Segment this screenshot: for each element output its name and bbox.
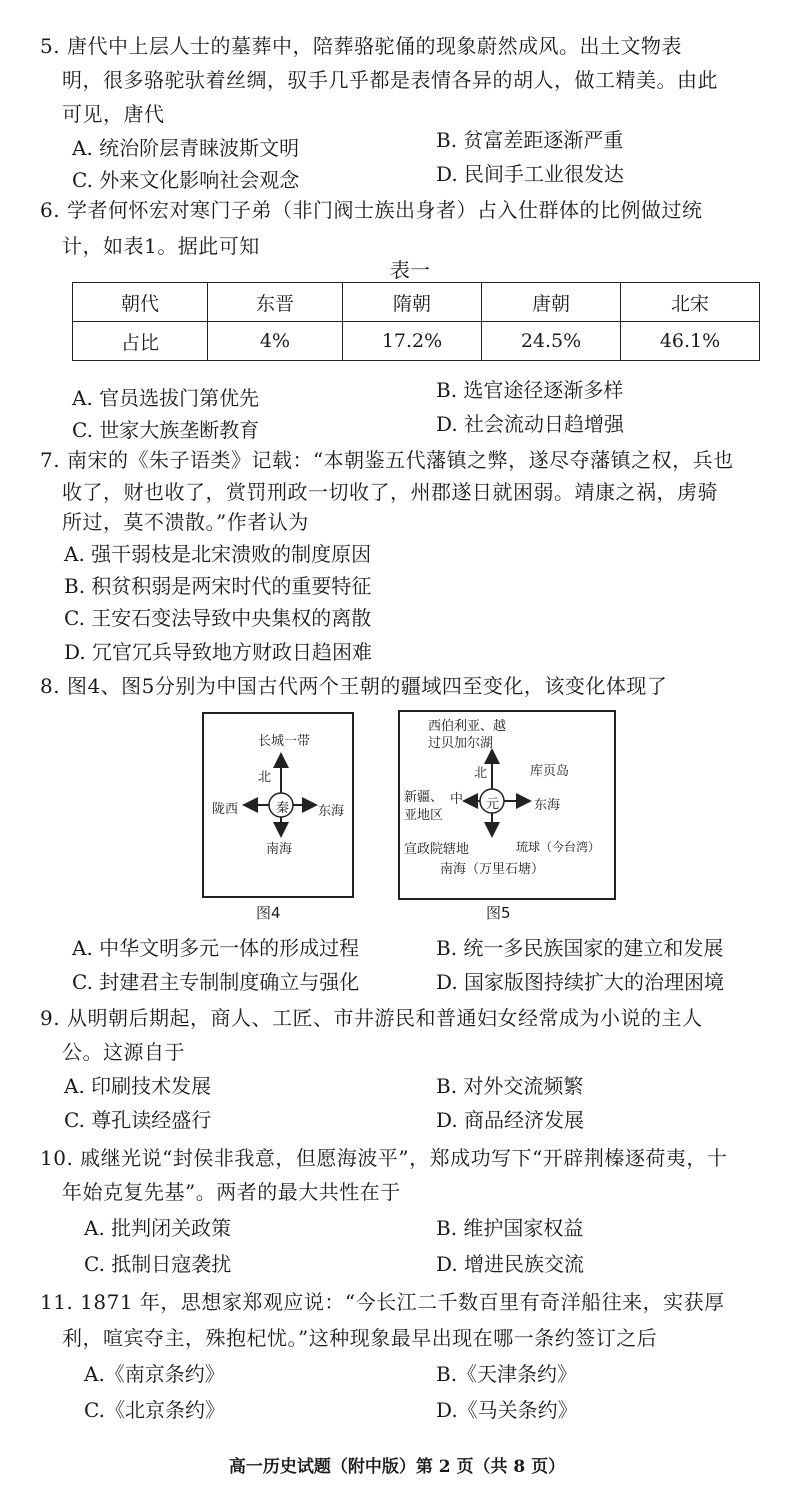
q10-stem-line-1: 10. 戚继光说“封侯非我意，但愿海波平”，郑成功写下“开辟荆榛逐荷夷，十 [40,1146,728,1170]
q7-option-b: B. 积贫积弱是两宋时代的重要特征 [64,574,372,598]
table-row-header: 占比 [73,322,208,361]
fig4-north-dir: 北 [258,770,272,785]
fig5-center-label: 元 [486,797,500,812]
table-cell: 17.2% [343,322,482,361]
table-cell: 24.5% [482,322,621,361]
fig5-west-label-1: 新疆、 [404,790,444,805]
fig5-southwest-label: 宣政院辖地 [404,842,470,857]
q5-option-a: A. 统治阶层青睐波斯文明 [72,136,300,160]
q11-option-c: C.《北京条约》 [84,1398,225,1422]
fig5-north-dir: 北 [474,766,488,781]
table-cell: 4% [208,322,343,361]
q6-option-b: B. 选官途径逐渐多样 [436,378,624,402]
fig4-south-label: 南海 [266,842,293,857]
q6-stem-line-2: 计，如表1。据此可知 [62,234,260,258]
q7-stem-line-1: 7. 南宋的《朱子语类》记载：“本朝鉴五代藩镇之弊，遂尽夺藩镇之权，兵也 [40,448,734,472]
q9-stem-line-1: 9. 从明朝后期起，商人、工匠、市井游民和普通妇女经常成为小说的主人 [40,1006,703,1030]
q11-option-a: A.《南京条约》 [84,1362,225,1386]
q6-stem-line-1: 6. 学者何怀宏对寒门子弟（非门阀士族出身者）占入仕群体的比例做过统 [40,198,703,222]
table-cell: 46.1% [621,322,760,361]
q10-option-d: D. 增进民族交流 [436,1252,585,1276]
q8-option-b: B. 统一多民族国家的建立和发展 [436,936,724,960]
table-cell: 东晋 [208,283,343,322]
q10-option-c: C. 抵制日寇袭扰 [84,1252,232,1276]
q10-option-a: A. 批判闭关政策 [84,1216,232,1240]
q5-option-c: C. 外来文化影响社会观念 [72,168,300,192]
fig4-center-circle [269,793,293,817]
q9-option-a: A. 印刷技术发展 [64,1074,212,1098]
q7-option-a: A. 强干弱枝是北宋溃败的制度原因 [64,542,372,566]
q11-option-d: D.《马关条约》 [436,1398,578,1422]
fig4-west-label: 陇西 [212,802,239,817]
q11-option-b: B.《天津条约》 [436,1362,578,1386]
table-caption: 表一 [390,258,430,282]
fig5-center-circle [480,789,504,813]
table-cell: 唐朝 [482,283,621,322]
q8-option-c: C. 封建君主专制制度确立与强化 [72,970,360,994]
fig5-northeast-label: 库页岛 [530,764,570,779]
fig4-center-label: 秦 [276,801,290,816]
q5-stem-line-3: 可见，唐代 [62,102,165,126]
q7-stem-line-3: 所过，莫不溃散。”作者认为 [62,510,309,534]
q9-option-d: D. 商品经济发展 [436,1108,585,1132]
page-footer: 高一历史试题（附中版）第 2 页（共 8 页） [228,1457,566,1477]
q5-stem-line-2: 明，很多骆驼驮着丝绸，驭手几乎都是表情各异的胡人，做工精美。由此 [62,68,718,92]
q5-option-d: D. 民间手工业很发达 [436,162,625,186]
fig5-southeast-label: 琉球（今台湾） [516,840,601,854]
fig5-north-top-label-2: 过贝加尔湖 [428,736,494,751]
q7-stem-line-2: 收了，财也收了，赏罚刑政一切收了，州郡遂日就困弱。靖康之祸，虏骑 [62,480,718,504]
table-cell: 隋朝 [343,283,482,322]
fig5-north-top-label: 西伯利亚、越 [428,719,507,734]
q6-option-c: C. 世家大族垄断教育 [72,418,260,442]
q8-option-d: D. 国家版图持续扩大的治理困境 [436,970,725,994]
q8-option-a: A. 中华文明多元一体的形成过程 [72,936,360,960]
table-row-header: 朝代 [73,283,208,322]
q11-stem-line-2: 利，喧宾夺主，殊抱杞忧。”这种现象最早出现在哪一条约签订之后 [62,1326,658,1350]
q9-option-b: B. 对外交流频繁 [436,1074,584,1098]
fig5-east-label: 东海 [534,798,561,813]
q5-option-b: B. 贫富差距逐渐严重 [436,128,624,152]
q9-stem-line-2: 公。这源自于 [62,1040,185,1064]
fig4-east-label: 东海 [318,804,345,819]
fig4-north-label: 长城一带 [258,734,311,749]
q9-option-c: C. 尊孔读经盛行 [64,1108,212,1132]
q7-option-d: D. 冗官冗兵导致地方财政日趋困难 [64,640,373,664]
fig5-caption: 图5 [486,904,511,922]
q6-option-d: D. 社会流动日趋增强 [436,412,625,436]
q5-stem-line-1: 5. 唐代中上层人士的墓葬中，陪葬骆驼俑的现象蔚然成风。出土文物表 [40,34,682,58]
q8-stem-line-1: 8. 图4、图5分别为中国古代两个王朝的疆域四至变化，该变化体现了 [40,674,668,698]
fig5-west-label-2: 亚地区 [404,808,444,823]
q11-stem-line-1: 11. 1871 年，思想家郑观应说：“今长江二千数百里有奇洋船往来，实获厚 [40,1290,725,1314]
fig5-south-label: 南海（万里石塘） [440,862,545,877]
table-cell: 北宋 [621,283,760,322]
q6-option-a: A. 官员选拔门第优先 [72,386,260,410]
fig5-west-dir: 中 [450,792,464,807]
q10-stem-line-2: 年始克复先基”。两者的最大共性在于 [62,1180,401,1204]
q7-option-c: C. 王安石变法导致中央集权的离散 [64,606,372,630]
fig4-caption: 图4 [256,904,281,922]
q10-option-b: B. 维护国家权益 [436,1216,584,1240]
